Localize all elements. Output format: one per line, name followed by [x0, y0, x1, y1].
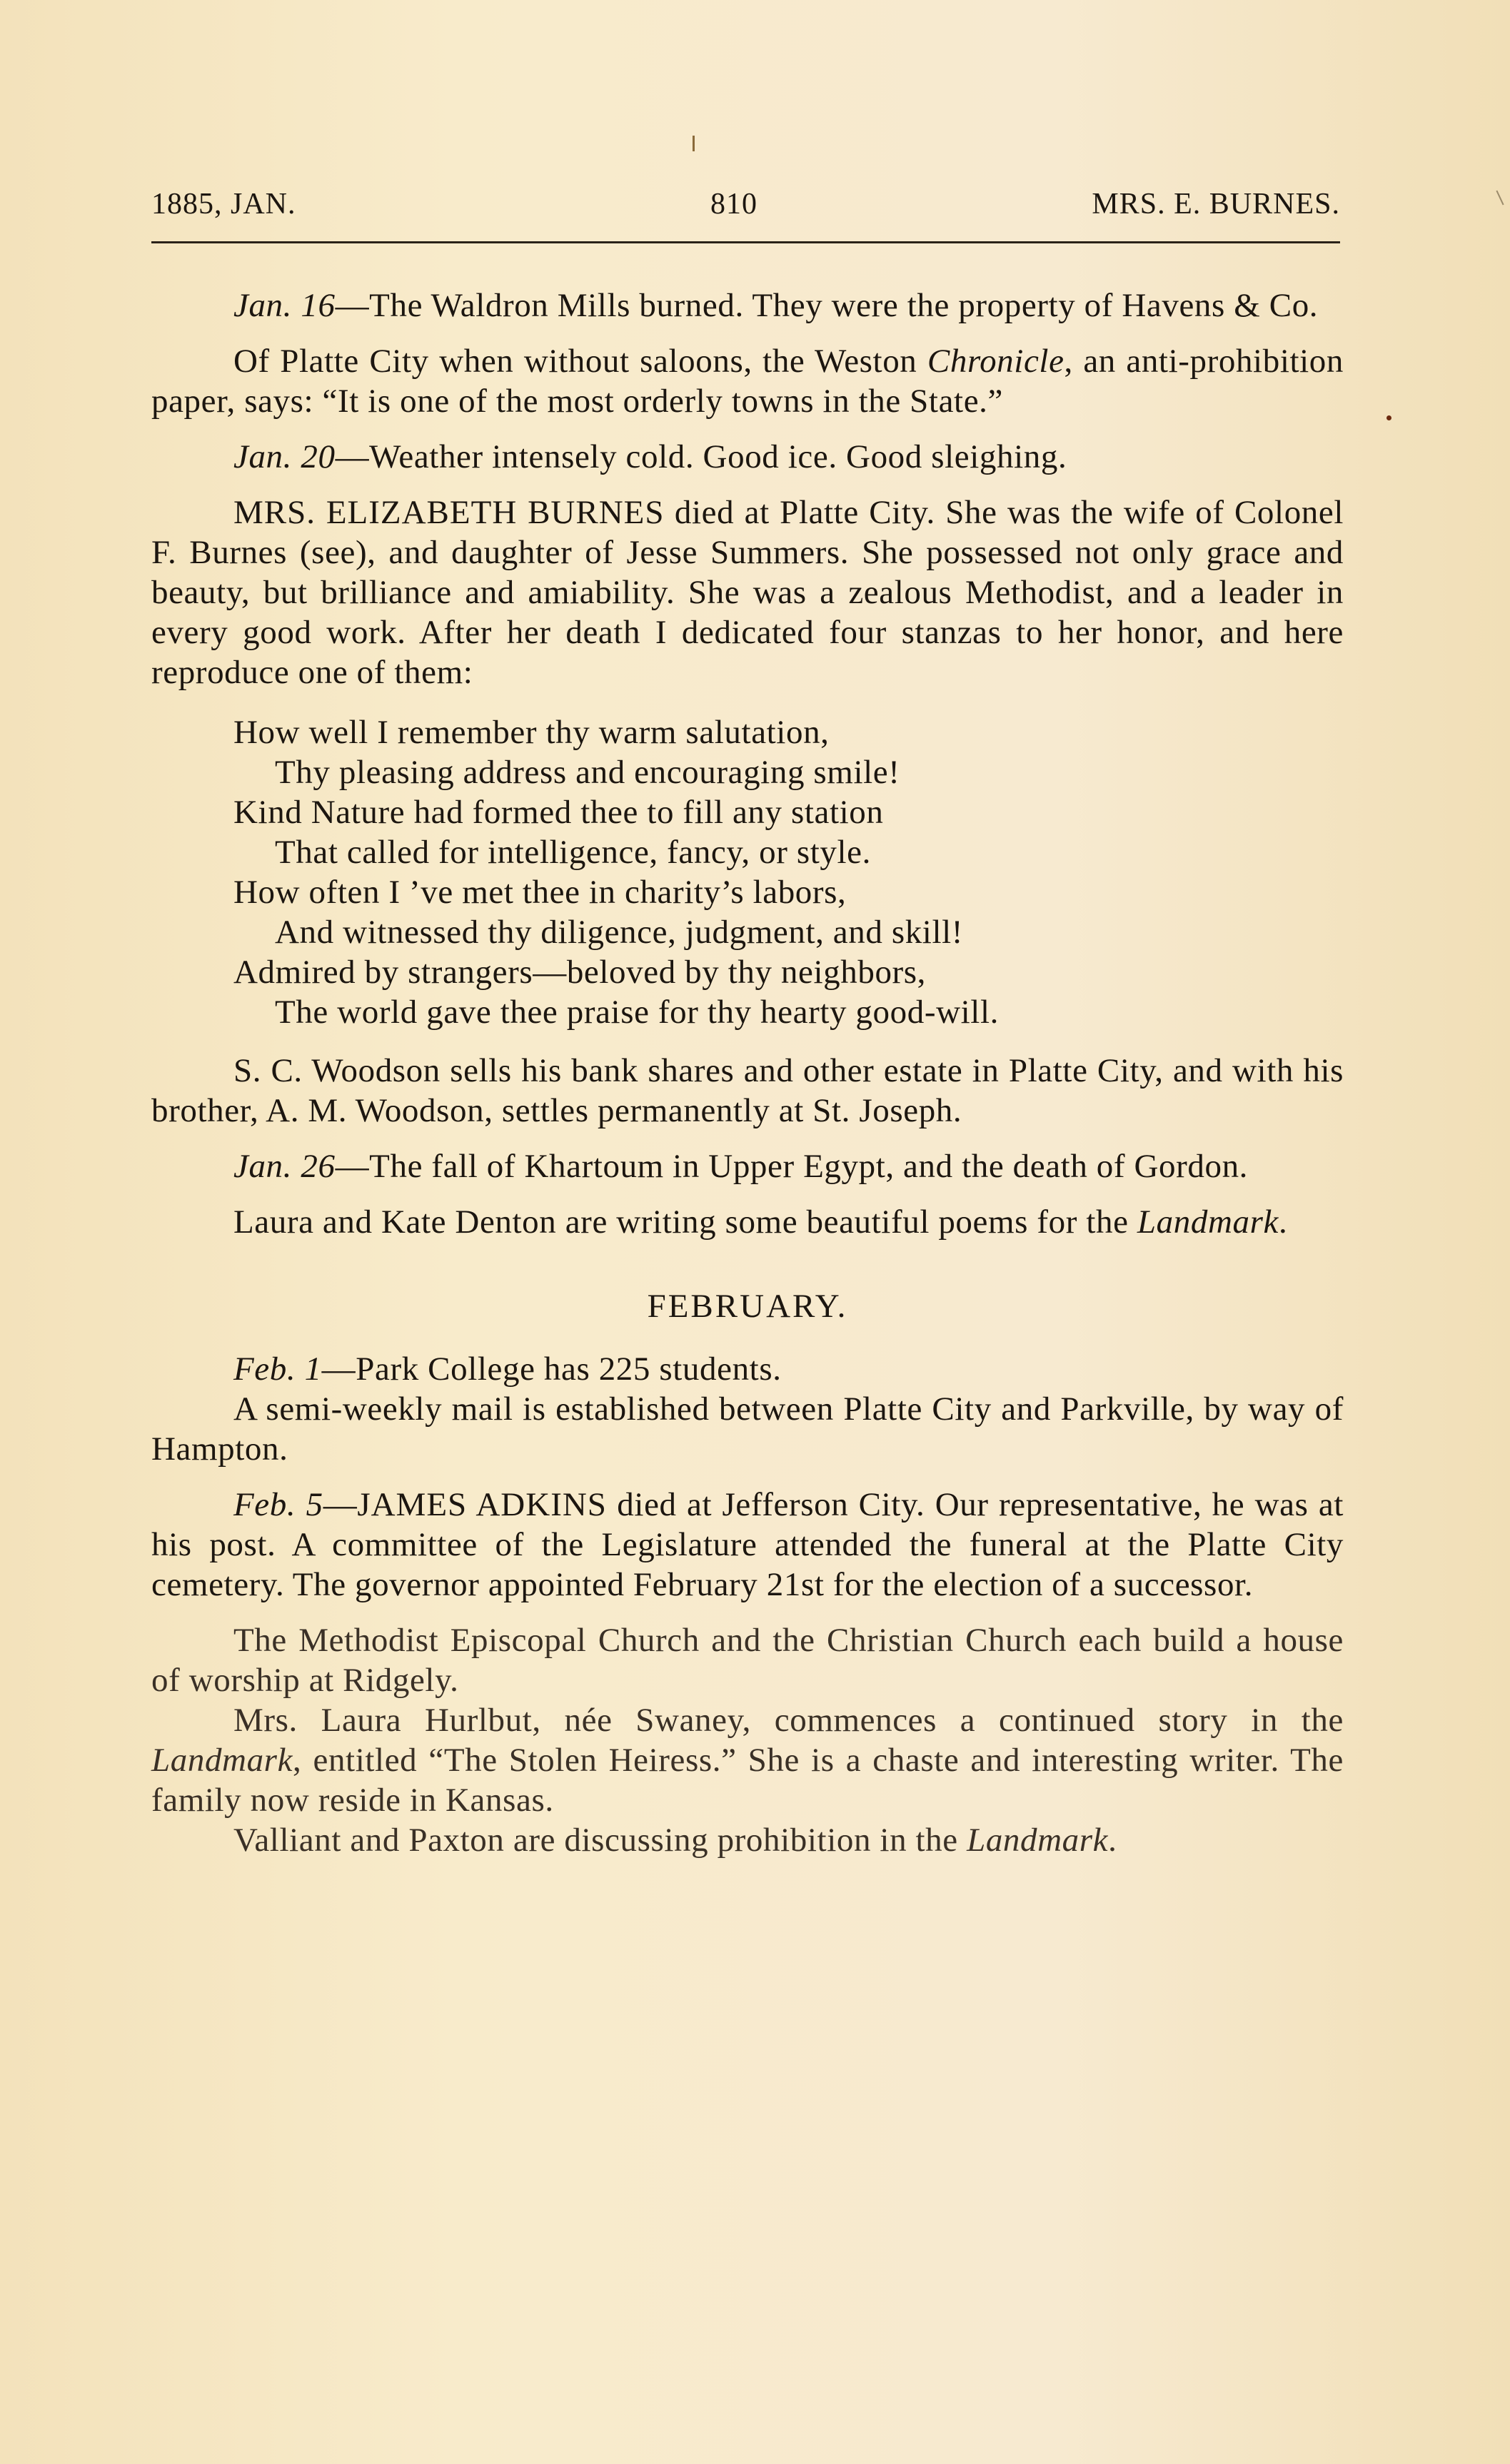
- verse-line: The world gave thee praise for thy hearty good-will.: [275, 994, 999, 1031]
- entry-text: .: [1278, 1203, 1288, 1241]
- memorial-stanza: [151, 712, 1344, 1032]
- entry-churches: [151, 1620, 1344, 1700]
- newspaper-title: Landmark: [1137, 1203, 1279, 1241]
- edge-mark: [1496, 191, 1504, 206]
- entry-feb-1: [151, 1349, 1344, 1389]
- person-name: MRS. ELIZABETH BURNES: [233, 494, 665, 531]
- verse-line: How well I remember thy warm salutation,: [233, 714, 830, 751]
- entry-date: Feb. 1: [233, 1350, 322, 1388]
- entry-date: Jan. 20: [233, 438, 336, 475]
- section-heading-february: FEBRUARY.: [647, 1288, 848, 1325]
- entry-text: Of Platte City when without saloons, the Weston: [233, 343, 927, 380]
- entry-date: Feb. 5: [233, 1486, 323, 1523]
- header-rule: [151, 241, 1340, 243]
- entry-platte-city: [151, 341, 1344, 421]
- verse-line: How often I ’ve met thee in charity’s labors,: [233, 874, 847, 911]
- entry-text: died at Platte City. She was the wife of Colonel F. Burnes (see), and daughter of Jesse Summers. She possessed not only grace and beauty, but brilliance and amiability. She was a zealous Methodist, and a leader in every good work. After her death I dedicated four stanzas to her honor, and here reproduce one of them:: [151, 494, 1344, 691]
- person-name: JAMES ADKINS: [357, 1486, 607, 1523]
- verse-line: And witnessed thy diligence, judgment, and skill!: [275, 914, 964, 951]
- entry-text: A semi-weekly mail is established between Platte City and Parkville, by way of Hampton.: [151, 1390, 1344, 1468]
- header-date: 1885, JAN.: [151, 188, 296, 221]
- entry-text: —The fall of Khartoum in Upper Egypt, and the death of Gordon.: [335, 1148, 1249, 1185]
- entry-text: —Weather intensely cold. Good ice. Good sleighing.: [335, 438, 1067, 475]
- entry-text: The Methodist Episcopal Church and the Christian Church each build a house of worship at Ridgely.: [151, 1622, 1344, 1699]
- entry-date: Jan. 26: [233, 1148, 336, 1185]
- entry-text: —The Waldron Mills burned. They were the property of Havens & Co.: [335, 287, 1319, 324]
- entry-text: Valliant and Paxton are discussing prohibition in the: [233, 1822, 967, 1859]
- verse-line: Kind Nature had formed thee to fill any station: [233, 794, 884, 831]
- entry-text: —: [323, 1486, 358, 1523]
- entry-valliant: [151, 1820, 1344, 1860]
- entry-text: , entitled “The Stolen Heiress.” She is a chaste and interesting writer. The family now reside in Kansas.: [151, 1742, 1344, 1819]
- entry-text: S. C. Woodson sells his bank shares and other estate in Platte City, and with his brother, A. M. Woodson, settles permanently at St. Joseph.: [151, 1052, 1344, 1129]
- entry-denton: [151, 1202, 1344, 1242]
- entry-mail: [151, 1389, 1344, 1469]
- newspaper-title: Landmark: [151, 1742, 293, 1779]
- page-number: 810: [710, 188, 757, 221]
- running-header: [151, 187, 1340, 224]
- entry-date: Jan. 16: [233, 287, 336, 324]
- verse-line: That called for intelligence, fancy, or style.: [275, 834, 871, 871]
- entry-jan-20: [151, 437, 1344, 477]
- verse-line: Thy pleasing address and encouraging smile!: [275, 754, 900, 791]
- header-title: MRS. E. BURNES.: [1092, 188, 1340, 221]
- entry-feb-5: [151, 1485, 1344, 1605]
- ink-spot: [1386, 415, 1391, 420]
- scan-mark: [693, 136, 695, 151]
- entry-text: .: [1108, 1822, 1117, 1859]
- entry-woodson: [151, 1051, 1344, 1131]
- entry-text: —Park College has 225 students.: [321, 1350, 782, 1388]
- newspaper-title: Landmark: [967, 1822, 1109, 1859]
- entry-hurlbut: [151, 1700, 1344, 1820]
- entry-jan-16: [151, 286, 1344, 325]
- entry-text: Mrs. Laura Hurlbut, née Swaney, commences a continued story in the: [233, 1702, 1344, 1739]
- entry-burnes: [151, 493, 1344, 692]
- entry-text: died at Jefferson City. Our representative, he was at his post. A committee of the Legislature attended the funeral at the Platte City cemetery. The governor appointed February 21st for the election of a successor.: [151, 1486, 1344, 1603]
- entry-text: , an anti-prohibition paper, says: “It is one of the most orderly towns in the State.”: [151, 343, 1344, 420]
- newspaper-title: Chronicle: [927, 343, 1064, 380]
- entry-text: Laura and Kate Denton are writing some beautiful poems for the: [233, 1203, 1137, 1241]
- page-body: [151, 286, 1344, 1860]
- verse-line: Admired by strangers—beloved by thy neighbors,: [233, 954, 927, 991]
- entry-jan-26: [151, 1146, 1344, 1186]
